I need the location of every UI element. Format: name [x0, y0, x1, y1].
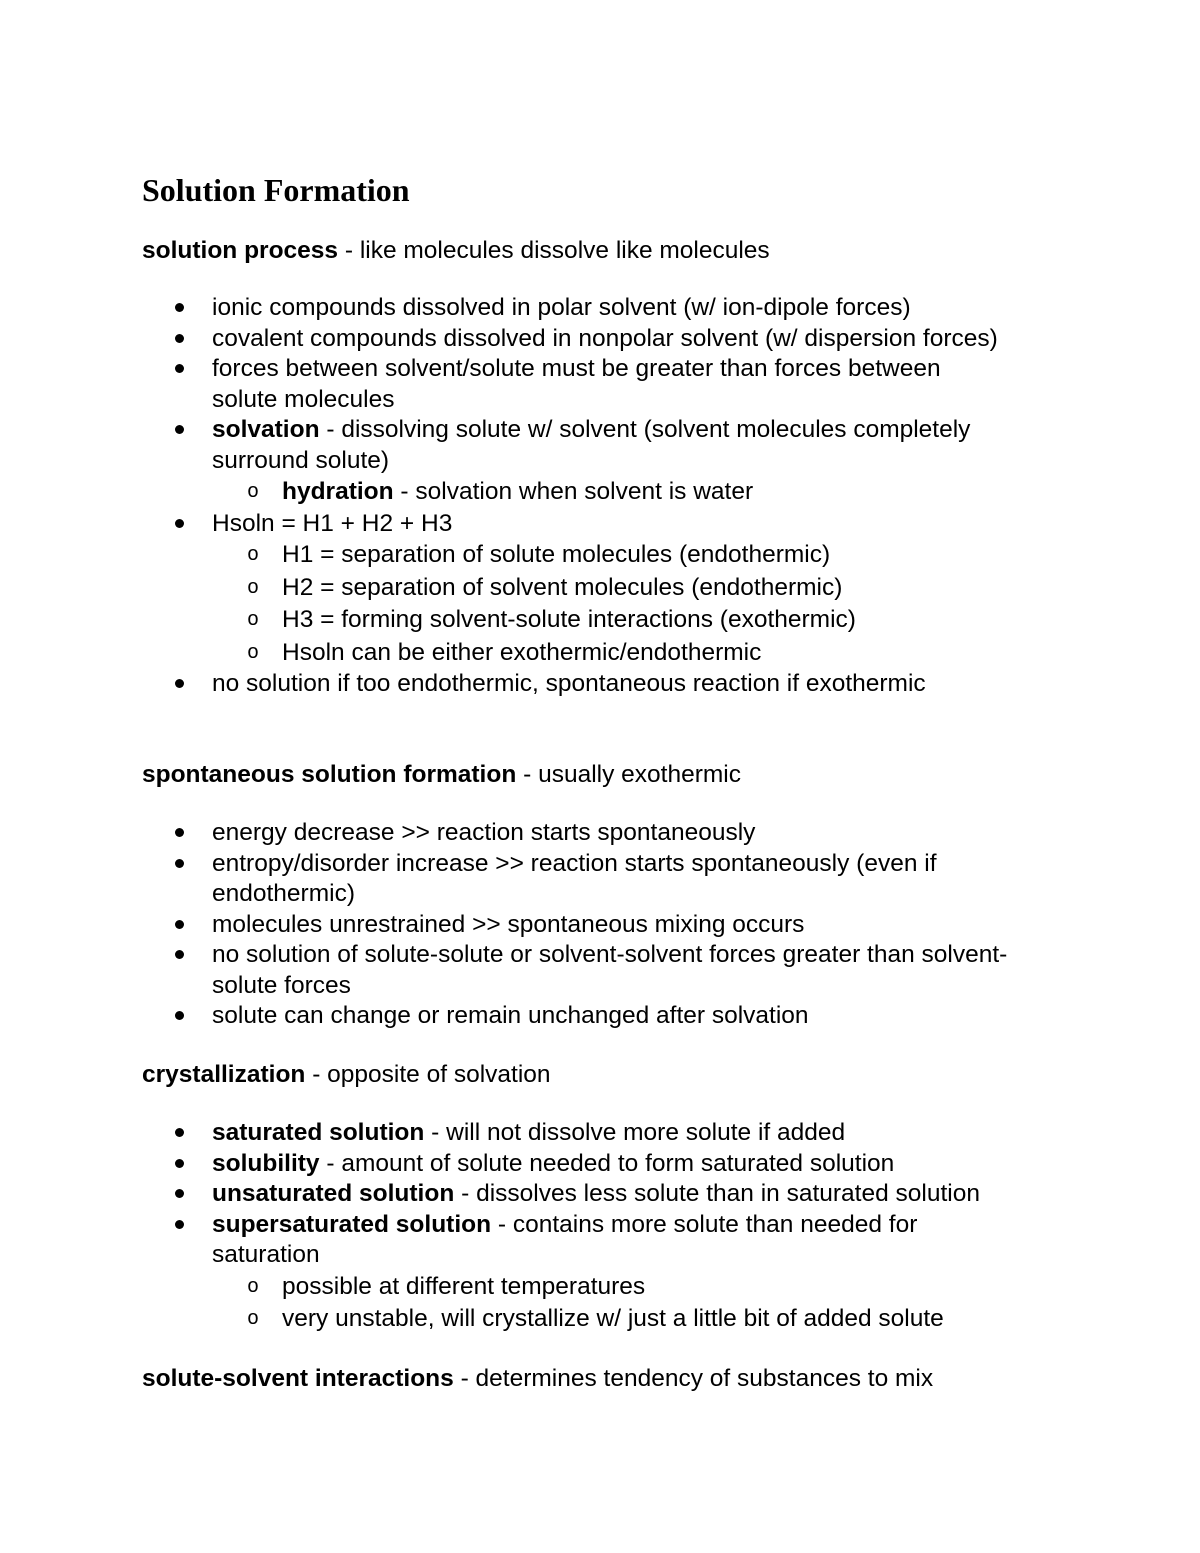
list-item: [142, 354, 1012, 415]
bullet-icon: [175, 334, 184, 343]
item-text: entropy/disorder increase >> reaction starts spontaneously (even if endothermic): [212, 849, 937, 907]
list-item: [142, 910, 1102, 941]
heading-desc: - like molecules dissolve like molecules: [338, 237, 770, 264]
circle-bullet-icon: o: [247, 1308, 260, 1331]
item-term: saturated solution: [212, 1119, 425, 1146]
sub-list: [212, 539, 1102, 669]
section-heading: [142, 1364, 1102, 1394]
heading-desc: - opposite of solvation: [305, 1061, 551, 1088]
item-term: solvation: [212, 416, 320, 443]
item-text: - contains more solute than needed for saturation: [212, 1210, 918, 1268]
item-text: Hsoln = H1 + H2 + H3: [212, 509, 453, 537]
bullet-icon: [175, 519, 184, 528]
bullet-icon: [175, 920, 184, 929]
bullet-list: [142, 818, 1102, 1032]
item-text: - solvation when solvent is water: [393, 478, 754, 505]
section-solution-process: [142, 236, 1102, 700]
item-text: - will not dissolve more solute if added: [424, 1119, 846, 1146]
section-solute-solvent-interactions: [142, 1364, 1102, 1394]
sub-list: [212, 476, 1012, 509]
section-spontaneous-solution-formation: [142, 760, 1102, 1032]
sub-list-item: [212, 1303, 1012, 1336]
item-text: - dissolving solute w/ solvent (solvent molecules completely surround solute): [212, 416, 971, 474]
item-term: solubility: [212, 1149, 320, 1177]
item-text: covalent compounds dissolved in nonpolar solvent (w/ dispersion forces): [212, 324, 998, 352]
list-item: [142, 1149, 1102, 1180]
heading-desc: - usually exothermic: [516, 761, 741, 788]
list-item: [142, 509, 1102, 670]
bullet-list: [142, 293, 1102, 700]
section-crystallization: [142, 1060, 1102, 1336]
sub-list-item: [212, 539, 1102, 572]
item-text: forces between solvent/solute must be greater than forces between solute molecules: [212, 355, 941, 413]
sub-list-item: [212, 1271, 1012, 1304]
heading-term: spontaneous solution formation: [142, 761, 517, 788]
item-text: energy decrease >> reaction starts spontaneously: [212, 819, 756, 846]
circle-bullet-icon: o: [247, 544, 260, 567]
item-text: molecules unrestrained >> spontaneous mixing occurs: [212, 910, 805, 938]
list-item: [142, 324, 1012, 355]
bullet-icon: [175, 1128, 184, 1137]
list-item: [142, 415, 1012, 509]
item-text: solute can change or remain unchanged after solvation: [212, 1002, 809, 1029]
heading-desc: - determines tendency of substances to mix: [453, 1365, 934, 1392]
bullet-icon: [175, 950, 184, 959]
item-text: no solution of solute-solute or solvent-solvent forces greater than solvent-solute forces: [212, 941, 1008, 999]
list-item: [142, 1001, 1102, 1032]
bullet-icon: [175, 1159, 184, 1168]
heading-term: solution process: [142, 237, 339, 264]
circle-bullet-icon: o: [247, 1275, 260, 1299]
list-item: [142, 818, 1102, 849]
bullet-list: [142, 1118, 1102, 1336]
item-text: H2 = separation of solvent molecules (endothermic): [282, 573, 843, 601]
circle-bullet-icon: o: [247, 641, 260, 665]
sub-list-item: [212, 604, 1102, 637]
circle-bullet-icon: o: [247, 576, 260, 600]
section-heading: [142, 236, 1102, 266]
bullet-icon: [175, 859, 184, 868]
item-text: ionic compounds dissolved in polar solvent (w/ ion-dipole forces): [212, 294, 911, 321]
item-term: unsaturated solution: [212, 1180, 455, 1207]
item-text: H3 = forming solvent-solute interactions (exothermic): [282, 606, 856, 633]
item-term: hydration: [282, 478, 394, 505]
circle-bullet-icon: o: [247, 481, 260, 504]
list-item: [142, 1118, 1102, 1149]
item-term: supersaturated solution: [212, 1210, 492, 1238]
list-item: [142, 940, 1012, 1001]
bullet-icon: [175, 679, 184, 688]
heading-term: crystallization: [142, 1061, 306, 1088]
bullet-icon: [175, 1011, 184, 1020]
sub-list: [212, 1271, 1012, 1336]
circle-bullet-icon: o: [247, 609, 260, 632]
item-text: possible at different temperatures: [282, 1272, 646, 1300]
sub-list-item: [212, 637, 1102, 670]
list-item: [142, 293, 1102, 324]
bullet-icon: [175, 425, 184, 434]
item-text: H1 = separation of solute molecules (endothermic): [282, 541, 831, 568]
bullet-icon: [175, 364, 184, 373]
bullet-icon: [175, 828, 184, 837]
sub-list-item: [212, 572, 1102, 605]
list-item: [142, 1179, 1102, 1210]
bullet-icon: [175, 303, 184, 312]
item-text: very unstable, will crystallize w/ just a little bit of added solute: [282, 1305, 944, 1332]
list-item: [142, 669, 1102, 700]
item-text: no solution if too endothermic, spontaneous reaction if exothermic: [212, 670, 926, 697]
list-item: [142, 1210, 1012, 1336]
item-text: - amount of solute needed to form saturated solution: [319, 1149, 895, 1177]
section-heading: [142, 760, 1102, 790]
heading-term: solute-solvent interactions: [142, 1365, 454, 1392]
item-text: Hsoln can be either exothermic/endothermic: [282, 638, 762, 666]
item-text: - dissolves less solute than in saturated solution: [454, 1180, 980, 1207]
sub-list-item: [212, 476, 1012, 509]
list-item: [142, 849, 1012, 910]
page-title: Solution Formation: [142, 172, 410, 208]
section-heading: [142, 1060, 1102, 1090]
bullet-icon: [175, 1220, 184, 1229]
bullet-icon: [175, 1189, 184, 1198]
